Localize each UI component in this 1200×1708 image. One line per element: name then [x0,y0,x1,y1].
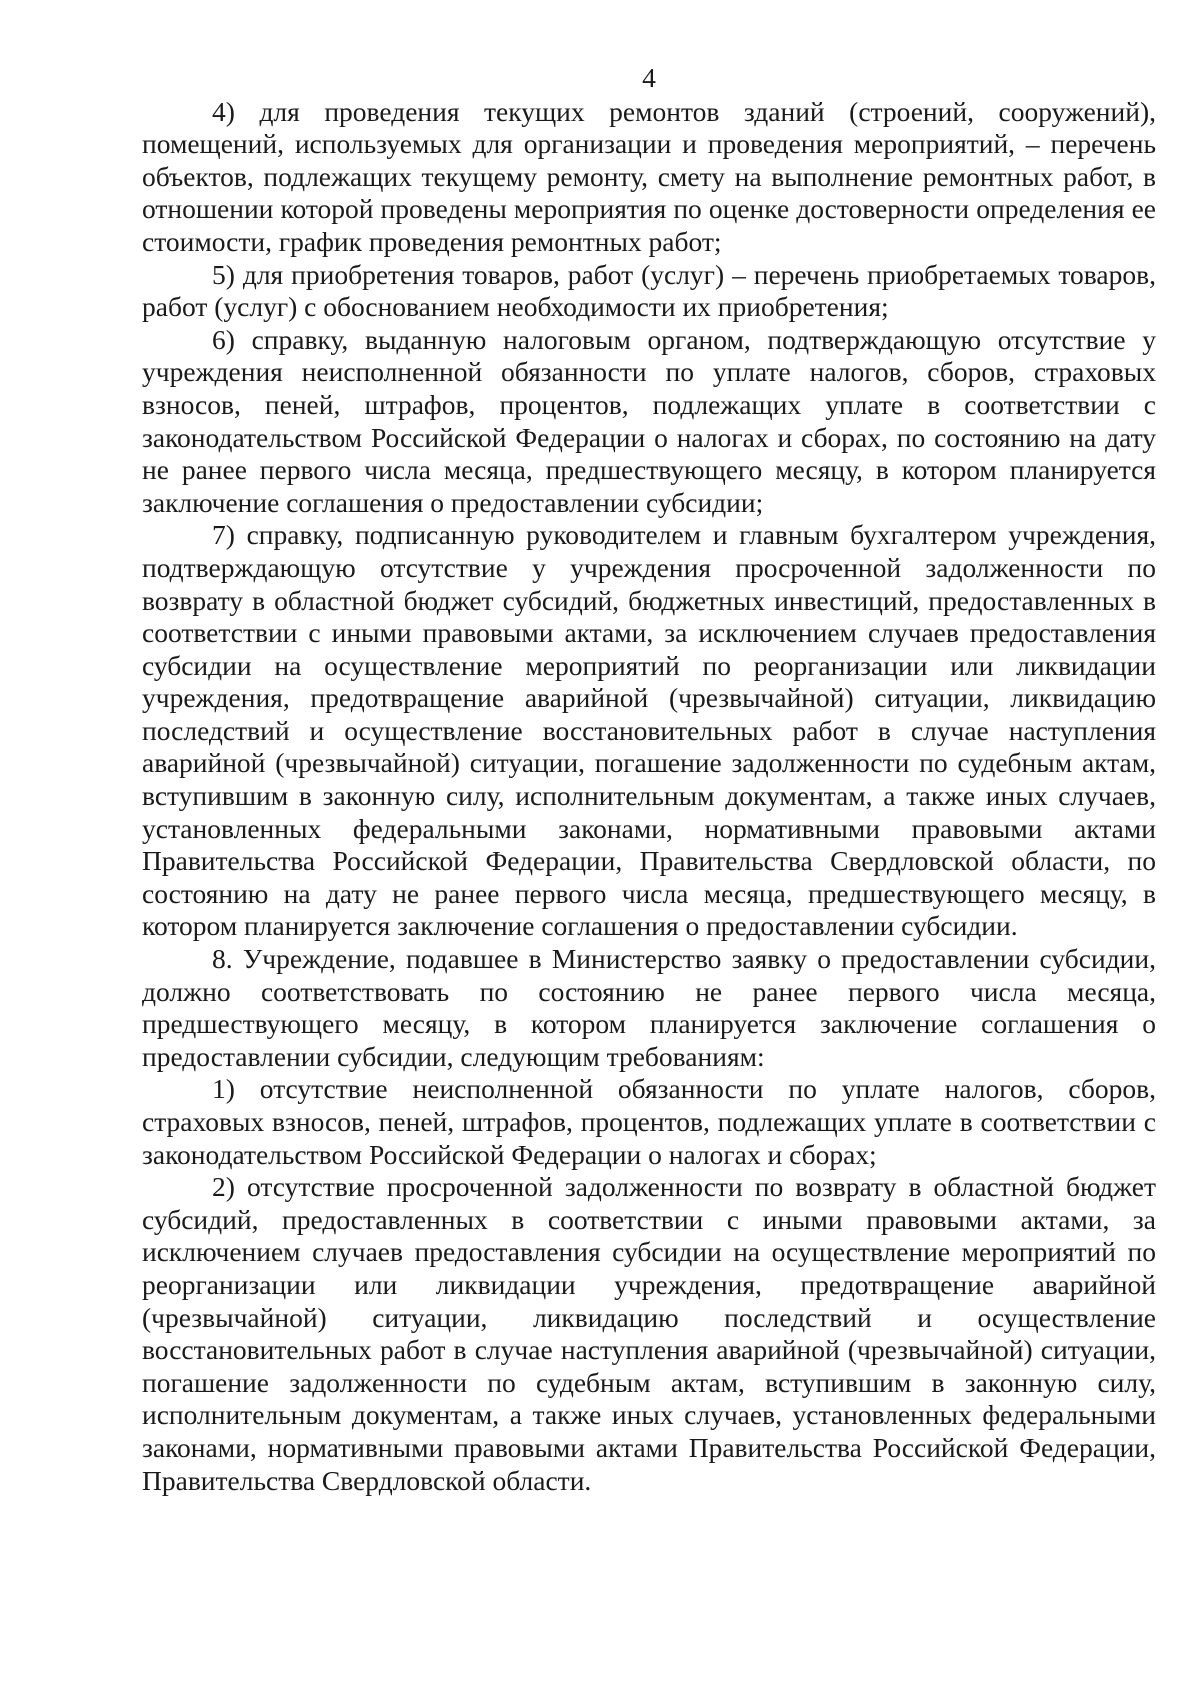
page-number: 4 [642,62,656,93]
paragraph-item-7: 7) справку, подписанную руководителем и главным бухгалтером учреждения, подтверждающую отсутствие у учреждения просроченной задолженности по возврату в областной бюджет субсидий, бюджетных инвестиций, предоставленных в соответствии с иными правовыми актами, за исключением случаев предоставления субсидии на осуществление мероприятий по реорганизации или ликвидации учреждения, предотвращение аварийной (чрезвычайной) ситуации, ликвидацию последствий и осуществление восстановительных работ в случае наступления аварийной (чрезвычайной) ситуации, погашение задолженности по судебным актам, вступившим в законную силу, исполнительным документам, а также иных случаев, установленных федеральными законами, нормативными правовыми актами Правительства Российской Федерации, Правительства Свердловской области, по состоянию на дату не ранее первого числа месяца, предшествующего месяцу, в котором планируется заключение соглашения о предоставлении субсидии. [142,519,1156,942]
document-page [142,62,1156,1497]
paragraph-requirement-2: 2) отсутствие просроченной задолженности по возврату в областной бюджет субсидий, предоставленных в соответствии с иными правовыми актами, за исключением случаев предоставления субсидии на осуществление мероприятий по реорганизации или ликвидации учреждения, предотвращение аварийной (чрезвычайной) ситуации, ликвидацию последствий и осуществление восстановительных работ в случае наступления аварийной (чрезвычайной) ситуации, погашение задолженности по судебным актам, вступившим в законную силу, исполнительным документам, а также иных случаев, установленных федеральными законами, нормативными правовыми актами Правительства Российской Федерации, Правительства Свердловской области. [142,1171,1156,1496]
paragraph-item-6: 6) справку, выданную налоговым органом, подтверждающую отсутствие у учреждения неисполненной обязанности по уплате налогов, сборов, страховых взносов, пеней, штрафов, процентов, подлежащих уплате в соответствии с законодательством Российской Федерации о налогах и сборах, по состоянию на дату не ранее первого числа месяца, предшествующего месяцу, в котором планируется заключение соглашения о предоставлении субсидии; [142,323,1156,518]
paragraph-requirement-1: 1) отсутствие неисполненной обязанности по уплате налогов, сборов, страховых взносов, пеней, штрафов, процентов, подлежащих уплате в соответствии с законодательством Российской Федерации о налогах и сборах; [142,1073,1156,1170]
paragraph-item-5: 5) для приобретения товаров, работ (услуг) – перечень приобретаемых товаров, работ (услуг) с обоснованием необходимости их приобретения; [142,258,1156,323]
paragraph-clause-8: 8. Учреждение, подавшее в Министерство заявку о предоставлении субсидии, должно соответствовать по состоянию не ранее первого числа месяца, предшествующего месяцу, в котором планируется заключение соглашения о предоставлении субсидии, следующим требованиям: [142,943,1156,1072]
paragraph-item-4: 4) для проведения текущих ремонтов зданий (строений, сооружений), помещений, используемых для организации и проведения мероприятий, – перечень объектов, подлежащих текущему ремонту, смету на выполнение ремонтных работ, в отношении которой проведены мероприятия по оценке достоверности определения ее стоимости, график проведения ремонтных работ; [142,95,1156,257]
